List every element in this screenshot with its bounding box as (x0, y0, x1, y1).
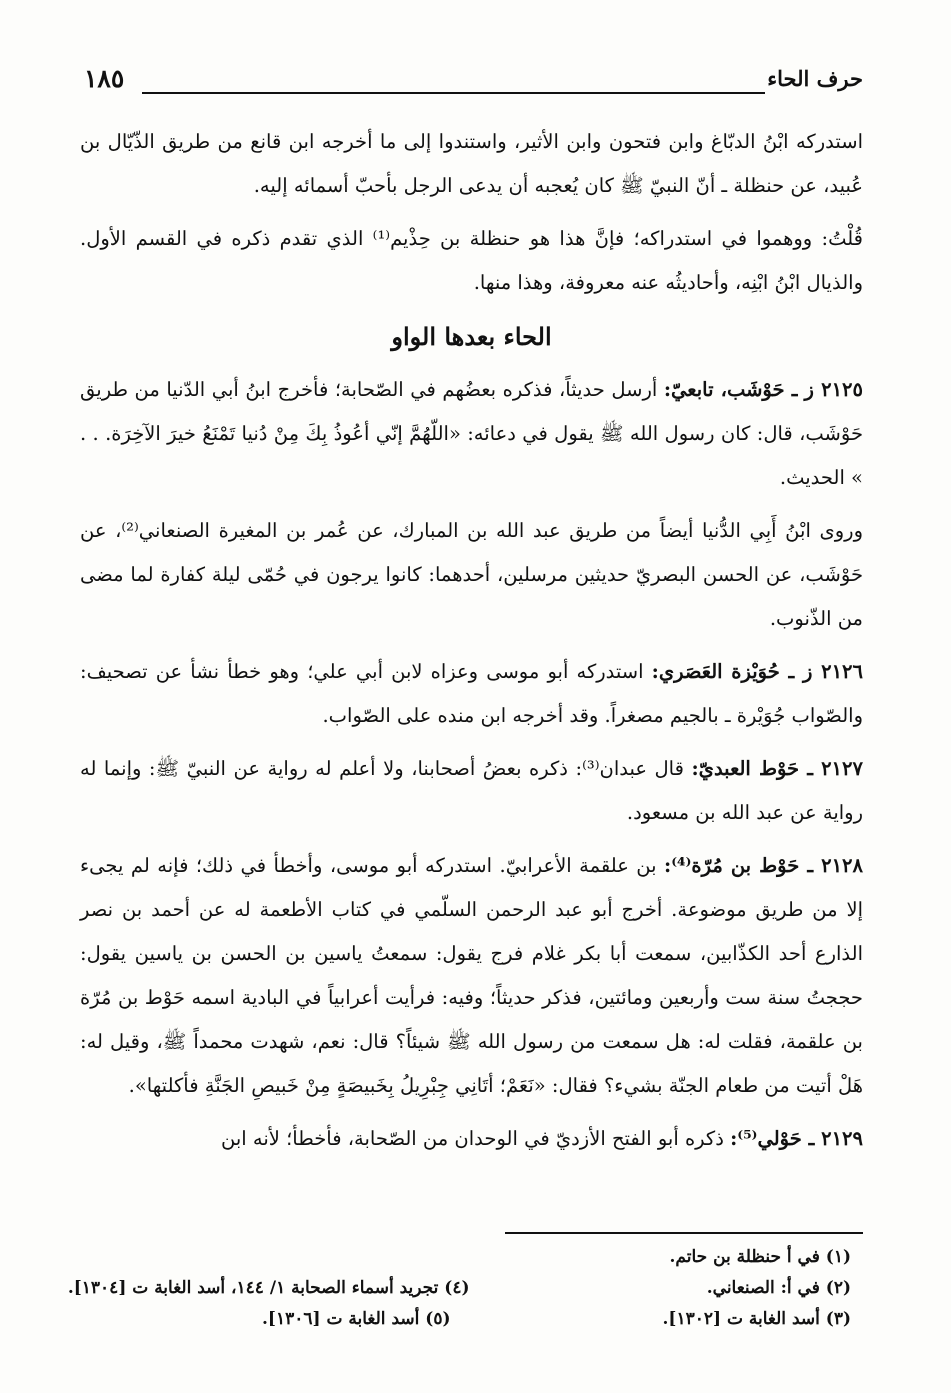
entry-heading: ٢١٢٨ ـ حَوْط بن مُرّة⁽⁴⁾: (664, 854, 863, 877)
header-rule (142, 92, 765, 94)
footnote-empty (80, 1242, 481, 1273)
paragraph-continuation: استدركه ابْنُ الدبّاغ وابن فتحون وابن الأثير، واستندوا إلى ما أخرجه ابن قانع من طريق الذّيّال بن عُبيد، عن حنظلة ـ أنّ النبيّ ﷺ كان يُعجبه أن يدعى الرجل بأحبّ أسمائه إليه. (80, 130, 863, 197)
footnote-2: (٢) في أ: الصنعاني. (706, 1278, 851, 1298)
entry-2128 (80, 844, 863, 1108)
footnote-row (80, 1242, 859, 1273)
entry-text: قال عبدان⁽³⁾: ذكره بعضُ أصحابنا، ولا أعلم له رواية عن النبيّ ﷺ: وإنما له رواية عن عبد الله بن مسعود. (80, 757, 863, 824)
entry-2129 (80, 1117, 863, 1161)
footnote-5: (٥) أسد الغابة ت [١٣٠٦]. (262, 1309, 451, 1329)
entry-2126 (80, 650, 863, 738)
footnote-row (80, 1304, 859, 1335)
entry-text: ذكره أبو الفتح الأزديّ في الوحدان من الصّحابة، فأخطأ؛ لأنه ابن (221, 1127, 731, 1150)
page-body (80, 120, 863, 1170)
footnote-4: (٤) تجريد أسماء الصحابة ١/ ١٤٤، أسد الغابة ت [١٣٠٤]. (67, 1278, 470, 1298)
page-number: ١٨٥ (84, 64, 125, 93)
footnote-row (67, 1273, 859, 1304)
footnote-1: (١) في أ حنظلة بن حاتم. (669, 1247, 851, 1267)
entry-text: استدركه أبو موسى وعزاه لابن أبي علي؛ وهو خطأ نشأ عن تصحيف: والصّواب جُوَيْرة ـ بالجيم مصغراً. وقد أخرجه ابن منده على الصّواب. (80, 660, 863, 727)
paragraph-narration: وروى ابْنُ أَبِي الدُّنيا أيضاً من طريق عبد الله بن المبارك، عن عُمر بن المغيرة الصنعاني⁽²⁾، عن حَوْشَب، عن الحسن البصريّ حديثين مرسلين، أحدهما: كانوا يرجون في حُمّى ليلة كفارة لما مضى من الذّنوب. (80, 519, 863, 630)
entry-heading: ٢١٢٥ ز ـ حَوْشَب، تابعيّ: (663, 378, 863, 401)
entry-text: أرسل حديثاً، فذكره بعضُهم في الصّحابة؛ فأخرج ابنُ أبي الدّنيا من طريق حَوْشَب، قال: كان رسول الله ﷺ يقول في دعائه: «اللّهُمَّ إنّي أعُوذُ بِكَ مِنْ دُنيا تَمْنَعُ خيرَ الآخِرَة. . . » الحديث. (80, 378, 863, 489)
entry-text: بن علقمة الأعرابيّ. استدركه أبو موسى، وأخطأ في ذلك؛ فإنه لم يجىء إلا من طريق موضوعة. أخرج أبو عبد الرحمن السلّمي في كتاب الأطعمة له عن أحمد بن نصر الذارع أحد الكذّابين، سمعت أبا بكر غلام فرج يقول: سمعتُ ياسين بن الحسن بن ياسين يقول: حججتُ سنة ست وأربعين ومائتين، فذكر حديثاً؛ وفيه: فرأيت أعرابياً في البادية اسمه حَوْط بن مُرّة بن علقمة، فقلت له: هل سمعت من رسول الله ﷺ شيئاً؟ قال: نعم، شهدت محمداً ﷺ، وقيل له: هَلْ أتيت من طعام الجنّة بشيء؟ فقال: «نَعَمْ؛ أتَانِي جِبْرِيلُ بِخَبيصَةٍ مِنْ خَبيصِ الجَنَّةِ فأكلتها». (80, 854, 863, 1097)
entry-heading: ٢١٢٦ ز ـ حُوَيْزة العَصَري: (651, 660, 863, 683)
footnotes (67, 1242, 859, 1335)
entry-2127 (80, 747, 863, 835)
entry-2125 (80, 368, 863, 500)
paragraph-qultu: قُلْتُ: ووهموا في استدراكه؛ فإنَّ هذا هو حنظلة بن حِذْيم⁽¹⁾ الذي تقدم ذكره في القسم الأول. والذيال ابْنُ ابْنِه، وأحاديثُه عنه معروفة، وهذا منها. (80, 227, 863, 294)
entry-heading: ٢١٢٩ ـ حَوْلي⁽⁵⁾: (730, 1127, 863, 1150)
entry-heading: ٢١٢٧ ـ حَوْط العبديّ: (691, 757, 863, 780)
footnote-separator (505, 1232, 863, 1234)
running-header (84, 66, 863, 100)
footnote-3: (٣) أسد الغابة ت [١٣٠٢]. (662, 1309, 851, 1329)
chapter-title: حرف الحاء (767, 66, 863, 91)
section-title: الحاء بعدها الواو (391, 322, 552, 351)
